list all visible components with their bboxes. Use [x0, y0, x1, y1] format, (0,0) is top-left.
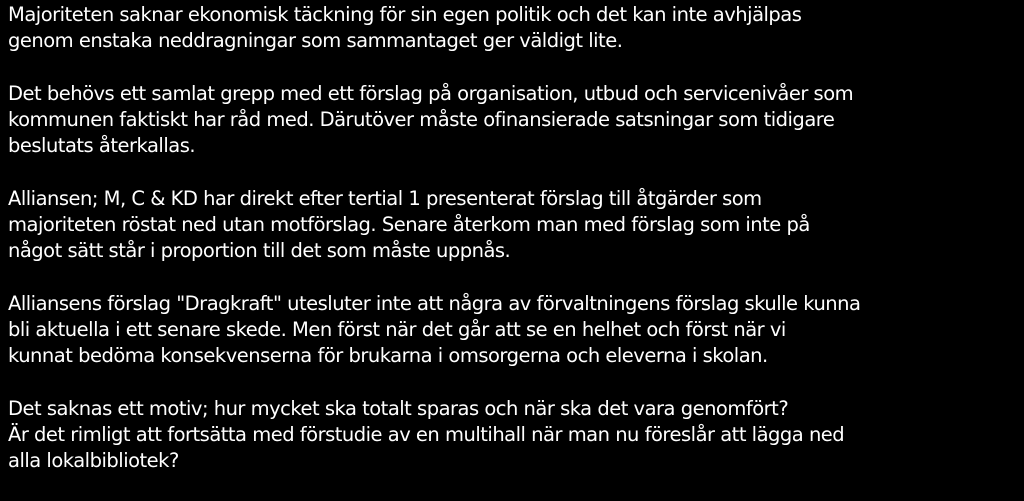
text-line: alla lokalbibliotek? [8, 449, 179, 472]
text-line: beslutats återkallas. [8, 134, 196, 157]
text-line: kommunen faktiskt har råd med. Därutöver måste ofinansierade satsningar som tidigare [8, 108, 835, 131]
text-line: Majoriteten saknar ekonomisk täckning för sin egen politik och det kan inte avhjälpas [8, 3, 802, 26]
paragraph-4 [8, 291, 1020, 369]
text-line: Det saknas ett motiv; hur mycket ska totalt sparas och när ska det vara genomfört? [8, 397, 789, 420]
text-line: Det behövs ett samlat grepp med ett förslag på organisation, utbud och servicenivåer som [8, 82, 854, 105]
paragraph-3 [8, 186, 1020, 264]
text-line: bli aktuella i ett senare skede. Men först när det går att se en helhet och först när vi [8, 318, 786, 341]
text-line: Är det rimligt att fortsätta med förstudie av en multihall när man nu föreslår att lägga ned [8, 423, 845, 446]
text-line: kunnat bedöma konsekvenserna för brukarna i omsorgerna och eleverna i skolan. [8, 344, 768, 367]
paragraph-5 [8, 396, 1020, 474]
text-line: majoriteten röstat ned utan motförslag. Senare återkom man med förslag som inte på [8, 213, 810, 236]
text-line: genom enstaka neddragningar som sammantaget ger väldigt lite. [8, 29, 623, 52]
text-line: Alliansens förslag "Dragkraft" utesluter inte att några av förvaltningens förslag skulle kunna [8, 292, 861, 315]
document-body [8, 2, 1020, 501]
text-line: något sätt står i proportion till det som måste uppnås. [8, 239, 511, 262]
text-line: Alliansen; M, C & KD har direkt efter tertial 1 presenterat förslag till åtgärder som [8, 187, 762, 210]
paragraph-1 [8, 2, 1020, 54]
paragraph-2 [8, 81, 1020, 159]
